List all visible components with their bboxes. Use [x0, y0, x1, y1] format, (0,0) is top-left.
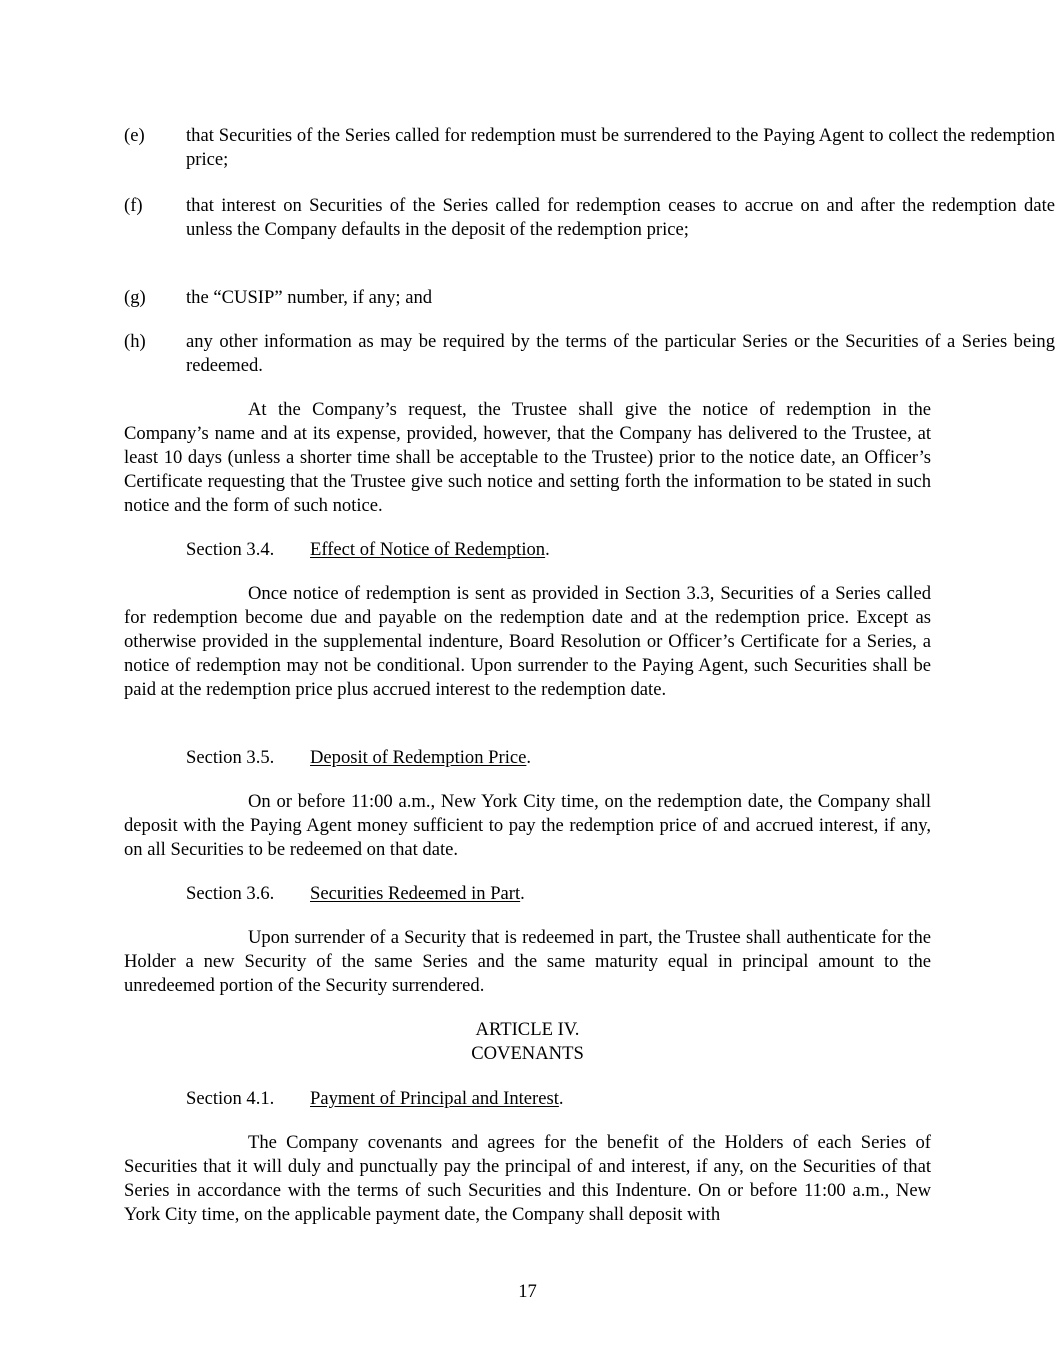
list-item-text: that interest on Securities of the Series called for redemption ceases to accrue on and after the redemption date unless the Company defaults in the deposit of the redemption price; [186, 195, 1055, 240]
list-item-text: any other information as may be required by the terms of the particular Series or the Securities of a Series being redeemed. [186, 331, 1055, 376]
section-title: Payment of Principal and Interest [310, 1088, 559, 1109]
section-title-period: . [558, 1088, 564, 1109]
list-item-label: (h) [124, 331, 146, 352]
section-title: Effect of Notice of Redemption [310, 539, 546, 560]
section-number: Section 3.4. [186, 539, 275, 560]
paragraph-section-4-1: The Company covenants and agrees for the benefit of the Holders of each Series of Securities that it will duly and punctually pay the principal of and interest, if any, on the Securities of that Series in accordance with the terms of such Securities and this Indenture. On or before 11:00 a.m., New York City time, on the applicable payment date, the Company shall deposit with [124, 1132, 931, 1225]
section-heading-3-5 [186, 746, 531, 770]
section-heading-4-1 [186, 1087, 564, 1111]
paragraph-section-3-4: Once notice of redemption is sent as provided in Section 3.3, Securities of a Series called for redemption become due and payable on the redemption date and at the redemption price. Except as otherwise provided in the supplemental indenture, Board Resolution or Officer’s Certificate for a Series, a notice of redemption may not be conditional. Upon surrender to the Paying Agent, such Securities shall be paid at the redemption price plus accrued interest to the redemption date. [124, 583, 931, 700]
list-item-label: (e) [124, 125, 145, 146]
list-item-h [62, 330, 1055, 378]
section-number: Section 4.1. [186, 1088, 275, 1109]
list-item-text: the “CUSIP” number, if any; and [186, 287, 433, 308]
page-number: 17 [518, 1281, 537, 1302]
list-item-label: (g) [124, 287, 146, 308]
paragraph-section-3-5: On or before 11:00 a.m., New York City time, on the redemption date, the Company shall deposit with the Paying Agent money sufficient to pay the redemption price of and accrued interest, if any, on all Securities to be redeemed on that date. [124, 791, 931, 860]
list-item-label: (f) [124, 195, 143, 216]
list-item-e [62, 124, 1055, 172]
list-item-g [62, 286, 1055, 310]
article-title: COVENANTS [471, 1043, 584, 1064]
section-number: Section 3.6. [186, 883, 275, 904]
section-title: Securities Redeemed in Part [310, 883, 521, 904]
section-number: Section 3.5. [186, 747, 275, 768]
section-title-period: . [545, 539, 550, 560]
section-title-period: . [520, 883, 525, 904]
article-heading: ARTICLE IV. [475, 1019, 580, 1040]
section-heading-3-4 [186, 538, 550, 562]
section-title-period: . [526, 747, 532, 768]
section-heading-3-6 [186, 882, 525, 906]
section-title: Deposit of Redemption Price [310, 747, 527, 768]
paragraph-company-request: At the Company’s request, the Trustee shall give the notice of redemption in the Company’s name and at its expense, provided, however, that the Company has delivered to the Trustee, at least 10 days (unless a shorter time shall be acceptable to the Trustee) prior to the notice date, an Officer’s Certificate requesting that the Trustee give such notice and setting forth the information to be stated in such notice and the form of such notice. [124, 399, 931, 516]
list-item-f [62, 194, 1055, 242]
paragraph-section-3-6: Upon surrender of a Security that is redeemed in part, the Trustee shall authenticate for the Holder a new Security of the same Series and the same maturity equal in principal amount to the unredeemed portion of the Security surrendered. [124, 927, 931, 996]
list-item-text: that Securities of the Series called for redemption must be surrendered to the Paying Agent to collect the redemption price; [186, 125, 1055, 170]
